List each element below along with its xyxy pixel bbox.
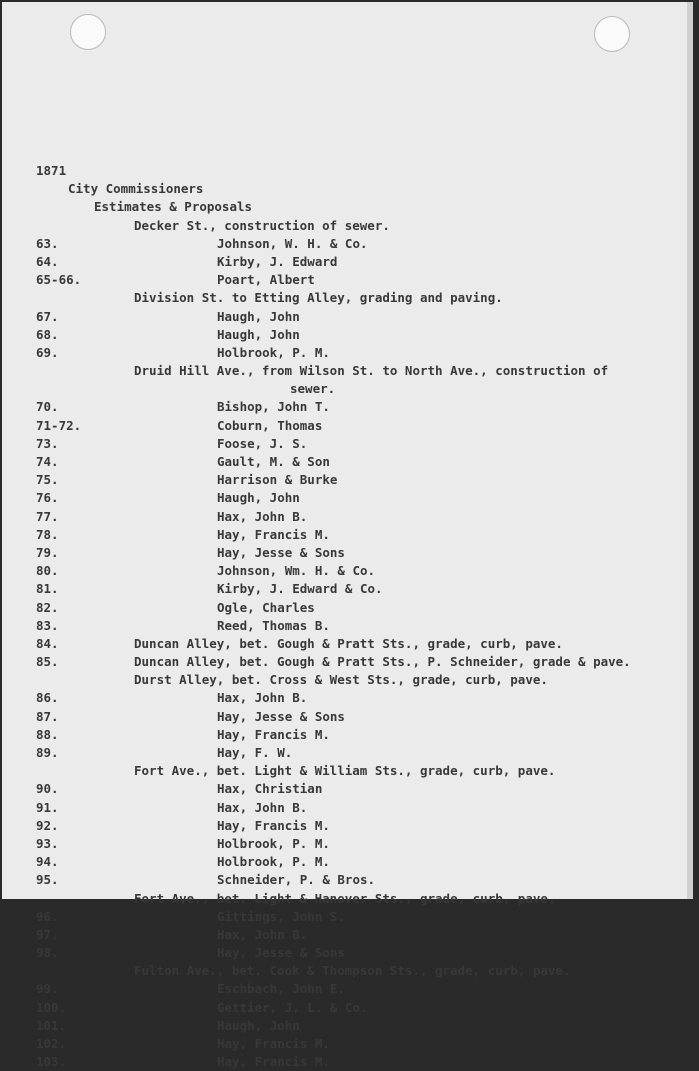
entry-number: 70. — [36, 399, 59, 415]
section-heading: Durst Alley, bet. Cross & West Sts., grade, curb, pave. — [134, 672, 548, 688]
bidder-name: Hax, John B. — [217, 690, 308, 706]
punch-hole-left — [70, 14, 106, 50]
entry-line — [2, 744, 693, 762]
entry-line — [2, 544, 693, 562]
entry-line — [2, 780, 693, 798]
bidder-name: Hay, Jesse & Sons — [217, 544, 345, 560]
entry-line — [2, 999, 693, 1017]
entry-number: 98. — [36, 945, 59, 961]
entry-number: 100. — [36, 999, 67, 1015]
section-line — [2, 762, 693, 780]
bidder-name: Kirby, J. Edward & Co. — [217, 581, 383, 597]
entry-line — [2, 508, 693, 526]
bidder-name: Schneider, P. & Bros. — [217, 872, 376, 888]
entry-line — [2, 817, 693, 835]
entry-line — [2, 308, 693, 326]
entry-line — [2, 908, 693, 926]
bidder-name: Reed, Thomas B. — [217, 617, 330, 633]
section-heading: Duncan Alley, bet. Gough & Pratt Sts., grade, curb, pave. — [134, 635, 563, 651]
entry-number: 73. — [36, 435, 59, 451]
entry-line — [2, 1053, 693, 1071]
bidder-name: Bishop, John T. — [217, 399, 330, 415]
entry-number: 71-72. — [36, 417, 82, 433]
entry-number: 64. — [36, 253, 59, 269]
bidder-name: Hay, Francis M. — [217, 1036, 330, 1051]
year-line — [2, 162, 693, 180]
entry-line — [2, 253, 693, 271]
bidder-name: Hay, Jesse & Sons — [217, 945, 345, 961]
bidder-name: Hax, John B. — [217, 926, 308, 942]
entry-number: 76. — [36, 490, 59, 506]
section-heading: Fort Ave., bet. Light & Hanover Sts., grade, curb, pave. — [134, 890, 556, 906]
bidder-name: Coburn, Thomas — [217, 417, 323, 433]
section-heading: Druid Hill Ave., from Wilson St. to North Ave., construction of — [134, 363, 609, 379]
entry-line — [2, 344, 693, 362]
entry-number: 82. — [36, 599, 59, 615]
entry-line — [2, 689, 693, 707]
entry-line — [2, 489, 693, 507]
year: 1871 — [36, 163, 67, 178]
entry-number: 88. — [36, 726, 59, 742]
bidder-name: Holbrook, P. M. — [217, 344, 330, 360]
entry-line — [2, 980, 693, 998]
section-heading: Duncan Alley, bet. Gough & Pratt Sts., P. Schneider, grade & pave. — [134, 654, 631, 670]
entry-number: 84. — [36, 635, 59, 651]
section-line — [2, 890, 693, 908]
section-line — [2, 653, 693, 671]
entry-line — [2, 1035, 693, 1053]
section-heading: Fulton Ave., bet. Cook & Thompson Sts., grade, curb, pave. — [134, 963, 571, 979]
entry-line — [2, 380, 693, 398]
entry-line — [2, 871, 693, 889]
entry-number: 103. — [36, 1054, 67, 1070]
bidder-name: Kirby, J. Edward — [217, 253, 338, 269]
entry-number: 90. — [36, 781, 59, 797]
bidder-name: Hay, Francis M. — [217, 817, 330, 833]
entry-number: 69. — [36, 344, 59, 360]
entry-number: 95. — [36, 872, 59, 888]
entry-number: 97. — [36, 926, 59, 942]
entry-number: 93. — [36, 835, 59, 851]
bidder-name: Foose, J. S. — [217, 435, 308, 451]
entry-line — [2, 708, 693, 726]
section-line — [2, 671, 693, 689]
bidder-name: Hay, Francis M. — [217, 1054, 330, 1070]
entry-number: 67. — [36, 308, 59, 324]
bidder-name: Harrison & Burke — [217, 472, 338, 488]
entry-number: 65-66. — [36, 272, 82, 288]
entry-line — [2, 617, 693, 635]
entry-number: 80. — [36, 563, 59, 579]
section-heading-continued: sewer. — [290, 381, 336, 397]
entry-number: 79. — [36, 544, 59, 560]
entry-number: 74. — [36, 454, 59, 469]
entry-number: 91. — [36, 799, 59, 815]
bidder-name: Eschbach, John E. — [217, 981, 345, 997]
bidder-name: Hax, John B. — [217, 799, 308, 815]
section-line — [2, 962, 693, 980]
entry-line — [2, 235, 693, 253]
heading-line-2 — [2, 198, 693, 216]
entry-line — [2, 453, 693, 471]
entry-number: 86. — [36, 690, 59, 706]
entry-line — [2, 853, 693, 871]
entry-line — [2, 398, 693, 416]
bidder-name: Haugh, John — [217, 326, 300, 342]
entry-line — [2, 1017, 693, 1035]
entry-line — [2, 526, 693, 544]
entry-number: 77. — [36, 508, 59, 524]
heading-estimates-proposals: Estimates & Proposals — [94, 199, 253, 215]
entry-number: 87. — [36, 708, 59, 724]
bidder-name: Holbrook, P. M. — [217, 835, 330, 851]
entry-number: 78. — [36, 526, 59, 542]
section-heading: Fort Ave., bet. Light & William Sts., grade, curb, pave. — [134, 763, 556, 779]
bidder-name: Gault, M. & Son — [217, 454, 330, 469]
section-line — [2, 289, 693, 307]
entry-number: 94. — [36, 854, 59, 870]
bidder-name: Holbrook, P. M. — [217, 854, 330, 870]
heading-line-1 — [2, 180, 693, 198]
bidder-name: Gittings, John S. — [217, 908, 345, 924]
entry-line — [2, 326, 693, 344]
bidder-name: Hay, Francis M. — [217, 726, 330, 742]
entry-line — [2, 599, 693, 617]
document-page — [2, 2, 693, 1070]
entry-number: 68. — [36, 326, 59, 342]
entry-number: 83. — [36, 617, 59, 633]
bidder-name: Gettier, J. L. & Co. — [217, 999, 368, 1015]
entry-line — [2, 799, 693, 817]
bidder-name: Ogle, Charles — [217, 599, 315, 615]
bidder-name: Poart, Albert — [217, 272, 315, 288]
entry-line — [2, 726, 693, 744]
section-line — [2, 217, 693, 235]
bidder-name: Johnson, W. H. & Co. — [217, 235, 368, 251]
entry-number: 85. — [36, 654, 59, 670]
entry-number: 99. — [36, 981, 59, 997]
bidder-name: Hay, Jesse & Sons — [217, 708, 345, 724]
bidder-name: Haugh, John — [217, 490, 300, 506]
bidder-name: Hax, Christian — [217, 781, 323, 797]
bidder-name: Hay, Francis M. — [217, 526, 330, 542]
bidder-name: Haugh, John — [217, 308, 300, 324]
entry-line — [2, 562, 693, 580]
section-line — [2, 635, 693, 653]
entry-number: 96. — [36, 908, 59, 924]
punch-hole-right — [594, 16, 630, 52]
entry-line — [2, 580, 693, 598]
entry-number: 81. — [36, 581, 59, 597]
bidder-name: Hay, F. W. — [217, 745, 293, 760]
entry-number: 92. — [36, 817, 59, 833]
bidder-name: Haugh, John — [217, 1017, 300, 1033]
bidder-name: Hax, John B. — [217, 508, 308, 524]
entry-line — [2, 835, 693, 853]
heading-city-commissioners: City Commissioners — [68, 181, 204, 197]
entry-number: 89. — [36, 745, 59, 760]
entry-line — [2, 271, 693, 289]
entry-number: 75. — [36, 472, 59, 488]
entry-line — [2, 471, 693, 489]
section-heading: Division St. to Etting Alley, grading and paving. — [134, 290, 503, 306]
entry-number: 101. — [36, 1017, 67, 1033]
document-text — [2, 162, 693, 1071]
section-heading: Decker St., construction of sewer. — [134, 217, 390, 233]
entry-number: 102. — [36, 1036, 67, 1051]
entry-line — [2, 944, 693, 962]
bidder-name: Johnson, Wm. H. & Co. — [217, 563, 376, 579]
entry-line — [2, 435, 693, 453]
section-line — [2, 362, 693, 380]
entry-line — [2, 926, 693, 944]
entry-number: 63. — [36, 235, 59, 251]
entry-line — [2, 417, 693, 435]
